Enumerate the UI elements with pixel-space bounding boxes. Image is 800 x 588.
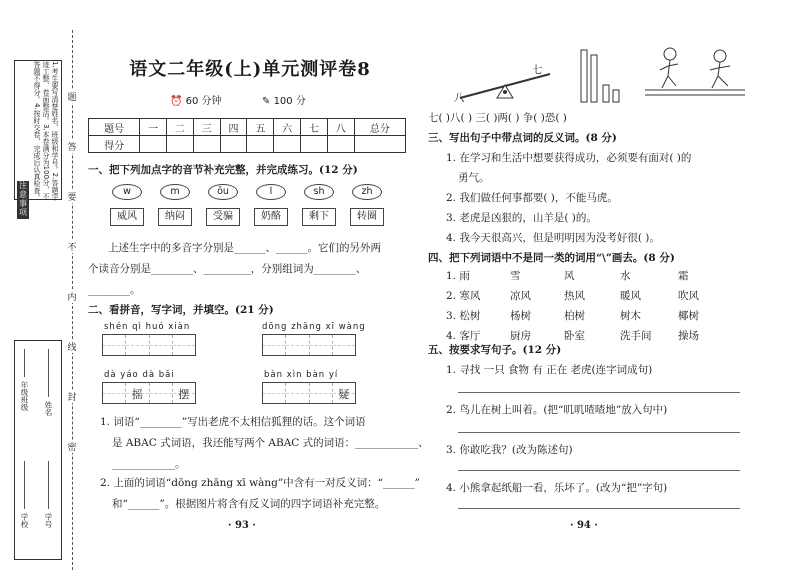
- word-classification: [446, 268, 746, 350]
- writing-grid-3[interactable]: 摇 摆: [102, 382, 196, 404]
- page-title: 语文二年级(上)单元测评卷8: [129, 59, 371, 80]
- syllable-bubble: w: [112, 184, 142, 200]
- s2-q1-line1: 1. 词语“________”写出老虎不太相信狐狸的话。这个词语: [100, 416, 366, 428]
- s5-item: 4. 小熊拿起纸船一看，乐坏了。(改为“把”字句): [446, 482, 668, 494]
- answer-line[interactable]: [458, 392, 740, 393]
- word[interactable]: 树木: [620, 310, 641, 322]
- syllable-bubble: zh: [352, 184, 382, 200]
- s2-q2-line1: 2. 上面的词语“dōng zhāng xī wàng”中含有一对反义词：“______”: [100, 477, 420, 489]
- cut-mark: 封: [66, 390, 78, 403]
- racing-children-illustration: [640, 40, 750, 100]
- word[interactable]: 操场: [678, 330, 699, 342]
- notes-tag: 注意事项: [19, 181, 27, 217]
- s3-item: 4. 我今天很高兴，但是明明因为没考好很( )。: [446, 232, 660, 244]
- syllable-bubble: l: [256, 184, 286, 200]
- pinyin-3: dà yáo dà bǎi: [104, 370, 175, 380]
- word-box: 受骗: [206, 208, 240, 226]
- word-box: 奶酪: [254, 208, 288, 226]
- writing-grid-4[interactable]: 疑: [262, 382, 356, 404]
- word-box: 威风: [110, 208, 144, 226]
- idiom-fill-row: 七( )八( ) 三( )两( ) 争( )恐( ): [428, 112, 567, 124]
- word[interactable]: 凉风: [510, 290, 531, 302]
- answer-line[interactable]: [458, 432, 740, 433]
- student-id-label: 学号: [44, 513, 53, 528]
- page-number-right: · 94 ·: [570, 520, 598, 531]
- seesaw-label-right: 八: [454, 92, 465, 104]
- word[interactable]: 2. 寒风: [446, 290, 481, 302]
- s3-item: 1. 在学习和生活中想要获得成功，必须要有面对( )的: [446, 152, 692, 164]
- page-number-left: · 93 ·: [228, 520, 256, 531]
- word[interactable]: 风: [564, 270, 575, 282]
- school-label: 学校: [20, 513, 29, 528]
- answer-line[interactable]: [458, 508, 740, 509]
- word[interactable]: 水: [620, 270, 631, 282]
- word[interactable]: 1. 雨: [446, 270, 470, 282]
- word[interactable]: 4. 客厅: [446, 330, 481, 342]
- answer-line[interactable]: [458, 470, 740, 471]
- score-table: 题号 一 二 三 四 五 六 七 八 总分 得分: [88, 118, 406, 153]
- s2-q1-line3: ____________。: [112, 458, 186, 470]
- pen-icon: ✎: [262, 96, 274, 107]
- syllable-exercise: [112, 184, 402, 230]
- word[interactable]: 暖风: [620, 290, 641, 302]
- word[interactable]: 卧室: [564, 330, 585, 342]
- s2-q2-line2: 和“______”。根据图片将含有反义词的四字词语补充完整。: [112, 498, 386, 510]
- cut-mark: 不: [66, 240, 78, 253]
- seesaw-label: 七: [532, 64, 543, 76]
- s1-line3: ________。: [88, 284, 141, 296]
- word[interactable]: 椰树: [678, 310, 699, 322]
- cut-mark: 要: [66, 190, 78, 203]
- word[interactable]: 吹风: [678, 290, 699, 302]
- syllable-bubble: sh: [304, 184, 334, 200]
- s3-item: 2. 我们做任何事都要( )，不能马虎。: [446, 192, 618, 204]
- syllable-bubble: m: [160, 184, 190, 200]
- s5-item: 1. 寻找 一只 食物 有 正在 老虎(连字词成句): [446, 364, 653, 376]
- section-1-heading: 一、把下列加点字的音节补充完整，并完成练习。(12 分): [88, 164, 358, 176]
- student-info-box: [14, 340, 62, 560]
- word[interactable]: 杨树: [510, 310, 531, 322]
- word[interactable]: 3. 松树: [446, 310, 481, 322]
- word[interactable]: 厨房: [510, 330, 531, 342]
- writing-grid-1[interactable]: [102, 334, 196, 356]
- section-5-heading: 五、按要求写句子。(12 分): [428, 344, 562, 356]
- word[interactable]: 洗手间: [620, 330, 652, 342]
- s2-q1-line2: 是 ABAC 式词语，我还能写两个 ABAC 式的词语：____________、: [112, 437, 429, 449]
- section-4-heading: 四、把下列词语中不是同一类的词用“\”画去。(8 分): [428, 252, 675, 264]
- cut-mark: 线: [66, 340, 78, 353]
- word-box: 转圈: [350, 208, 384, 226]
- cut-mark: 密: [66, 440, 78, 453]
- seesaw-illustration: [450, 40, 560, 110]
- binding-sidebar: [0, 0, 80, 588]
- class-label: 年级班级: [20, 381, 29, 411]
- s3-item: 3. 老虎是凶狠的，山羊是( )的。: [446, 212, 597, 224]
- s3-item: 勇气。: [458, 172, 490, 184]
- time-info: ⏰ 60 分钟: [170, 96, 222, 107]
- syllable-bubble: ōu: [208, 184, 238, 200]
- word-box: 剩下: [302, 208, 336, 226]
- s5-item: 2. 鸟儿在树上叫着。(把“叽叽喳喳地”放入句中): [446, 404, 668, 416]
- score-info: ✎ 100 分: [262, 96, 306, 107]
- word[interactable]: 霜: [678, 270, 689, 282]
- word-box: 纳闷: [158, 208, 192, 226]
- bars-illustration: [575, 45, 635, 105]
- section-2-heading: 二、看拼音，写字词，并填空。(21 分): [88, 304, 274, 316]
- word[interactable]: 热风: [564, 290, 585, 302]
- word[interactable]: 雪: [510, 270, 521, 282]
- writing-grid-2[interactable]: [262, 334, 356, 356]
- word[interactable]: 柏树: [564, 310, 585, 322]
- pinyin-1: shén qì huó xiàn: [104, 322, 191, 332]
- section-3-heading: 三、写出句子中带点词的反义词。(8 分): [428, 132, 617, 144]
- pinyin-2: dōng zhāng xī wàng: [262, 322, 366, 332]
- cut-mark: 内: [66, 290, 78, 303]
- clock-icon: ⏰: [170, 96, 186, 107]
- s5-item: 3. 你敢吃我？(改为陈述句): [446, 444, 573, 456]
- s1-line2: 个读音分别是________、_________，分别组词为________、: [88, 263, 367, 275]
- s1-line1: 上述生字中的多音字分别是______、______。它们的另外两: [108, 242, 381, 254]
- cut-mark: 题: [66, 90, 78, 103]
- notes-text: 1.考生要写清楚姓名、班级和学号。2.答题字迹工整、卷面整洁。3.本卷满分为100分，不答题不得分。4.按时交卷，完成后认真检查。: [33, 61, 59, 201]
- cut-mark: 答: [66, 140, 78, 153]
- pinyin-4: bàn xìn bàn yí: [264, 370, 339, 380]
- name-label: 姓名: [44, 401, 53, 416]
- notes-box: [14, 60, 62, 217]
